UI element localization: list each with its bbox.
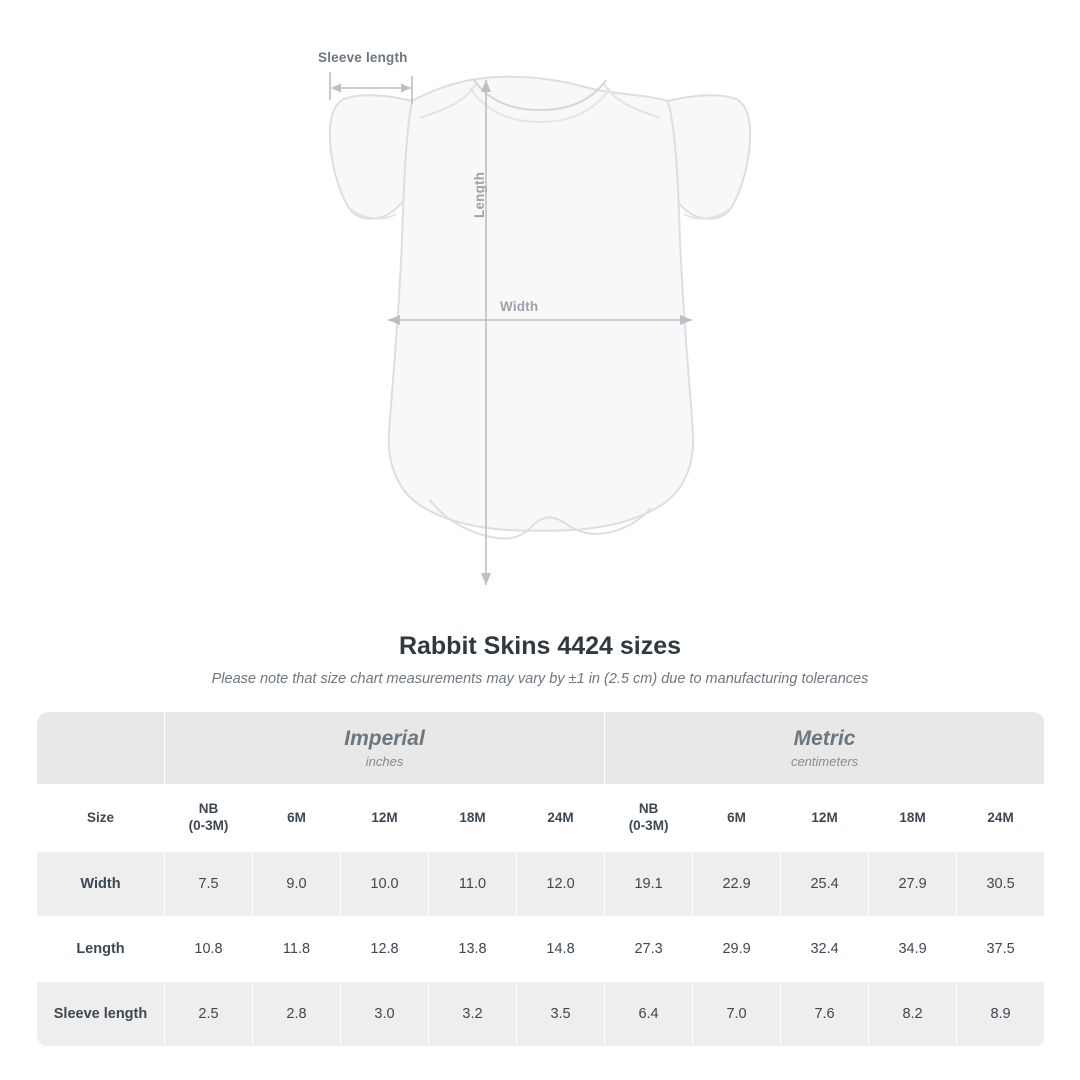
cell-sleeve-3: 3.2	[429, 982, 517, 1047]
annotation-width: Width	[500, 299, 539, 314]
cell-width-2: 10.0	[341, 852, 429, 917]
cell-width-0: 7.5	[165, 852, 253, 917]
unit-header-row	[37, 712, 1045, 785]
header-col-0	[165, 785, 253, 852]
cell-width-4: 12.0	[517, 852, 605, 917]
measurement-note: Please note that size chart measurements may vary by ±1 in (2.5 cm) due to manufacturing tolerances	[211, 671, 869, 687]
unit-sub-metric: centimeters	[790, 754, 859, 770]
page-title: Rabbit Skins 4424 sizes	[398, 632, 682, 660]
cell-sleeve-4: 3.5	[517, 982, 605, 1047]
cell-length-5: 27.3	[605, 917, 693, 982]
cell-sleeve-8: 8.2	[869, 982, 957, 1047]
header-col-8	[869, 785, 957, 852]
cell-length-4: 14.8	[517, 917, 605, 982]
header-col-2	[341, 785, 429, 852]
cell-sleeve-5: 6.4	[605, 982, 693, 1047]
table-row	[37, 852, 1045, 917]
row-label-width: Width	[37, 852, 165, 917]
cell-width-8: 27.9	[869, 852, 957, 917]
header-col-6-line1: 6M	[727, 809, 746, 825]
table-row	[37, 982, 1045, 1047]
cell-length-3: 13.8	[429, 917, 517, 982]
header-col-9	[957, 785, 1045, 852]
header-col-0-line2: (0-3M)	[188, 818, 229, 833]
cell-width-9: 30.5	[957, 852, 1045, 917]
row-label-sleeve-length: Sleeve length	[37, 982, 165, 1047]
header-col-1-line1: 6M	[287, 809, 306, 825]
cell-sleeve-2: 3.0	[341, 982, 429, 1047]
cell-width-3: 11.0	[429, 852, 517, 917]
cell-length-0: 10.8	[165, 917, 253, 982]
unit-header-metric	[605, 712, 1045, 785]
size-table-wrapper	[36, 711, 1044, 1047]
cell-length-9: 37.5	[957, 917, 1045, 982]
cell-width-5: 19.1	[605, 852, 693, 917]
cell-length-2: 12.8	[341, 917, 429, 982]
row-label-length: Length	[37, 917, 165, 982]
header-col-4	[517, 785, 605, 852]
cell-width-6: 22.9	[693, 852, 781, 917]
header-col-3-line1: 18M	[459, 809, 486, 825]
annotation-sleeve-length: Sleeve length	[318, 50, 408, 65]
header-col-6	[693, 785, 781, 852]
title-block	[0, 632, 1080, 687]
header-col-5	[605, 785, 693, 852]
header-col-5-line2: (0-3M)	[628, 818, 669, 833]
cell-width-1: 9.0	[253, 852, 341, 917]
header-col-5-line1: NB	[638, 801, 659, 817]
header-col-3	[429, 785, 517, 852]
header-col-8-line1: 18M	[899, 809, 926, 825]
unit-name-metric: Metric	[793, 726, 856, 750]
cell-length-6: 29.9	[693, 917, 781, 982]
cell-sleeve-0: 2.5	[165, 982, 253, 1047]
unit-sub-imperial: inches	[365, 754, 404, 770]
unit-name-imperial: Imperial	[344, 726, 425, 750]
header-col-0-line1: NB	[198, 801, 219, 817]
table-row	[37, 917, 1045, 982]
size-header-row	[37, 785, 1045, 852]
header-col-7	[781, 785, 869, 852]
unit-header-spacer	[37, 712, 165, 785]
unit-header-imperial	[165, 712, 605, 785]
header-col-1	[253, 785, 341, 852]
cell-sleeve-1: 2.8	[253, 982, 341, 1047]
cell-sleeve-9: 8.9	[957, 982, 1045, 1047]
size-table	[36, 711, 1045, 1047]
cell-sleeve-7: 7.6	[781, 982, 869, 1047]
header-col-4-line1: 24M	[547, 809, 574, 825]
header-col-2-line1: 12M	[371, 809, 398, 825]
header-col-9-line1: 24M	[987, 809, 1014, 825]
cell-sleeve-6: 7.0	[693, 982, 781, 1047]
annotation-length: Length	[472, 171, 487, 218]
header-col-7-line1: 12M	[811, 809, 838, 825]
cell-length-8: 34.9	[869, 917, 957, 982]
header-size-label: Size	[37, 785, 165, 852]
cell-length-1: 11.8	[253, 917, 341, 982]
cell-length-7: 32.4	[781, 917, 869, 982]
cell-width-7: 25.4	[781, 852, 869, 917]
